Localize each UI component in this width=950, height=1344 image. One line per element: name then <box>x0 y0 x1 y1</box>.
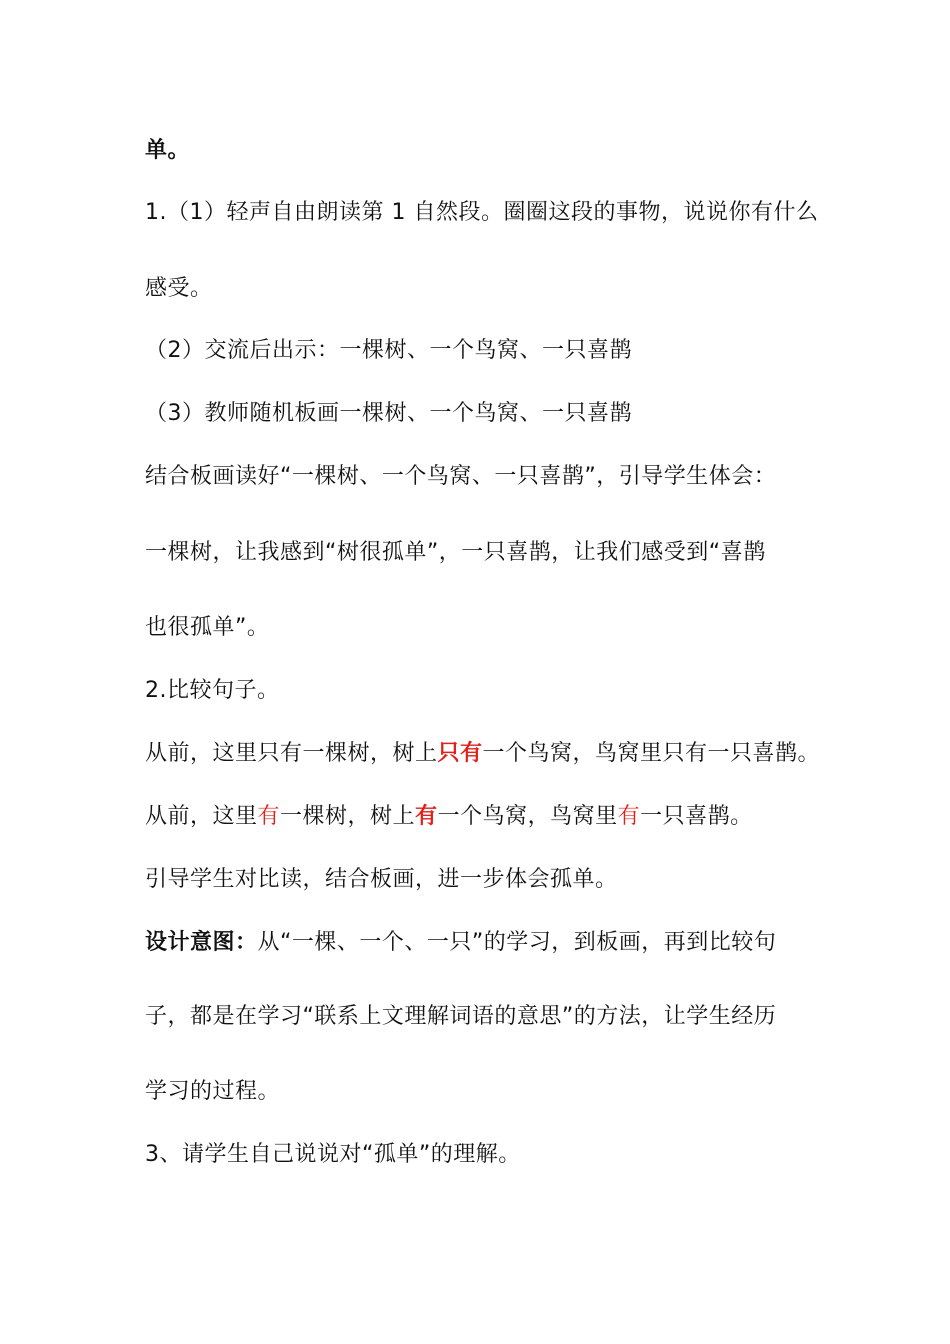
compare-sentence-2 <box>145 802 825 832</box>
step-1-instruction: 1.（1）轻声自由朗读第 1 自然段。圈圈这段的事物，说说你有什么 <box>145 200 819 225</box>
feeling-text: 一棵树，让我感到“树很孤单”，一只喜鹊，让我们感受到“喜鹊 <box>145 540 766 565</box>
design-intent <box>145 928 825 958</box>
feeling-text-cont: 也很孤单”。 <box>145 615 270 640</box>
step-1-sub-3: （3）教师随机板画一棵树、一个鸟窝、一只喜鹊 <box>145 401 632 426</box>
design-intent-cont: 子，都是在学习“联系上文理解词语的意思”的方法，让学生经历 <box>145 1004 777 1029</box>
sentence-1-post: 一个鸟窝，鸟窝里只有一只喜鹊。 <box>482 741 821 766</box>
design-intent-end: 学习的过程。 <box>145 1079 281 1104</box>
design-intent-label: 设计意图： <box>145 930 258 955</box>
paragraph-continuation: 单。 <box>145 138 191 163</box>
step-3-instruction: 3、请学生自己说说对“孤单”的理解。 <box>145 1142 521 1167</box>
sentence-2-part-2: 一棵树，树上 <box>280 804 416 829</box>
sentence-1-highlight: 只有 <box>437 741 483 766</box>
sentence-2-part-4: 一只喜鹊。 <box>640 804 753 829</box>
compare-guidance: 引导学生对比读，结合板画，进一步体会孤单。 <box>145 867 618 892</box>
sentence-2-highlight-2: 有 <box>415 804 438 829</box>
sentence-2-highlight-3: 有 <box>617 804 641 829</box>
sentence-1-pre: 从前，这里只有一棵树，树上 <box>145 741 438 766</box>
sentence-2-part-3: 一个鸟窝，鸟窝里 <box>437 804 618 829</box>
step-1-sub-2: （2）交流后出示：一棵树、一个鸟窝、一只喜鹊 <box>145 338 632 363</box>
step-1-instruction-cont: 感受。 <box>145 276 213 301</box>
compare-sentence-1 <box>145 739 825 769</box>
sentence-2-highlight-1: 有 <box>257 804 281 829</box>
guidance-text: 结合板画读好“一棵树、一个鸟窝、一只喜鹊”，引导学生体会： <box>145 464 777 489</box>
step-2-heading: 2.比较句子。 <box>145 678 280 703</box>
sentence-2-part-1: 从前，这里 <box>145 804 258 829</box>
design-intent-text: 从“一棵、一个、一只”的学习，到板画，再到比较句 <box>257 930 777 955</box>
